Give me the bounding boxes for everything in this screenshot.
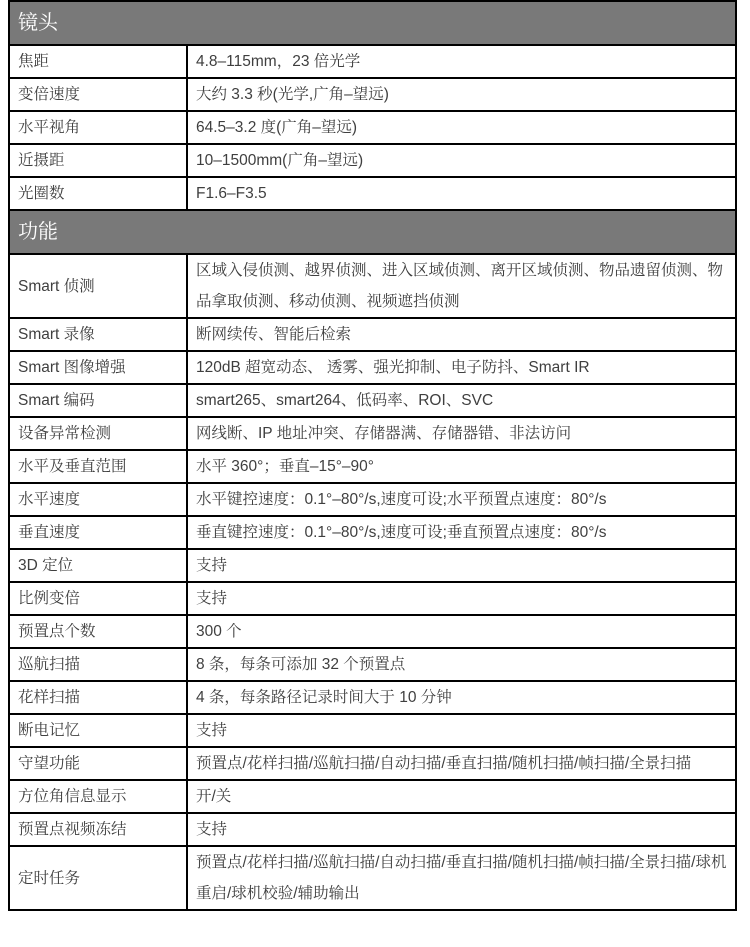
- section-title: 镜头: [9, 1, 736, 45]
- table-row: [9, 582, 736, 615]
- spec-label: 比例变倍: [9, 582, 187, 615]
- table-row: [9, 780, 736, 813]
- spec-label: Smart 编码: [9, 384, 187, 417]
- table-row: [9, 846, 736, 910]
- spec-value: 支持: [187, 714, 736, 747]
- spec-value: 120dB 超宽动态、 透雾、强光抑制、电子防抖、Smart IR: [187, 351, 736, 384]
- spec-label: 断电记忆: [9, 714, 187, 747]
- spec-label: 光圈数: [9, 177, 187, 210]
- spec-value: 10–1500mm(广角–望远): [187, 144, 736, 177]
- spec-table: [8, 0, 737, 911]
- table-row: [9, 681, 736, 714]
- spec-value: 支持: [187, 582, 736, 615]
- spec-value: 4.8–115mm，23 倍光学: [187, 45, 736, 78]
- spec-value: 水平 360°；垂直–15°–90°: [187, 450, 736, 483]
- spec-label: 预置点个数: [9, 615, 187, 648]
- spec-label: 水平速度: [9, 483, 187, 516]
- table-row: [9, 254, 736, 318]
- spec-label: 方位角信息显示: [9, 780, 187, 813]
- spec-label: 巡航扫描: [9, 648, 187, 681]
- spec-label: 守望功能: [9, 747, 187, 780]
- spec-value: 4 条，每条路径记录时间大于 10 分钟: [187, 681, 736, 714]
- table-row: [9, 144, 736, 177]
- table-row: [9, 714, 736, 747]
- table-row: [9, 417, 736, 450]
- table-row: [9, 351, 736, 384]
- spec-value: 垂直键控速度：0.1°–80°/s,速度可设;垂直预置点速度：80°/s: [187, 516, 736, 549]
- spec-label: 水平视角: [9, 111, 187, 144]
- table-row: [9, 450, 736, 483]
- table-row: [9, 45, 736, 78]
- table-row: [9, 78, 736, 111]
- table-row: [9, 384, 736, 417]
- spec-label: Smart 录像: [9, 318, 187, 351]
- spec-label: Smart 图像增强: [9, 351, 187, 384]
- spec-label: 垂直速度: [9, 516, 187, 549]
- spec-value: F1.6–F3.5: [187, 177, 736, 210]
- spec-label: 水平及垂直范围: [9, 450, 187, 483]
- spec-value: 预置点/花样扫描/巡航扫描/自动扫描/垂直扫描/随机扫描/帧扫描/全景扫描: [187, 747, 736, 780]
- spec-value: 支持: [187, 813, 736, 846]
- spec-value: smart265、smart264、低码率、ROI、SVC: [187, 384, 736, 417]
- spec-label: 变倍速度: [9, 78, 187, 111]
- spec-value: 水平键控速度：0.1°–80°/s,速度可设;水平预置点速度：80°/s: [187, 483, 736, 516]
- spec-value: 300 个: [187, 615, 736, 648]
- table-row: [9, 615, 736, 648]
- spec-value: 大约 3.3 秒(光学,广角–望远): [187, 78, 736, 111]
- table-row: [9, 813, 736, 846]
- spec-value: 支持: [187, 549, 736, 582]
- section-title: 功能: [9, 210, 736, 254]
- section-header-row: [9, 210, 736, 254]
- table-row: [9, 747, 736, 780]
- table-row: [9, 516, 736, 549]
- spec-label: 预置点视频冻结: [9, 813, 187, 846]
- table-row: [9, 648, 736, 681]
- spec-value: 64.5–3.2 度(广角–望远): [187, 111, 736, 144]
- spec-label: 定时任务: [9, 846, 187, 910]
- table-row: [9, 111, 736, 144]
- spec-value: 网线断、IP 地址冲突、存储器满、存储器错、非法访问: [187, 417, 736, 450]
- spec-value: 区域入侵侦测、越界侦测、进入区域侦测、离开区域侦测、物品遗留侦测、物品拿取侦测、移动侦测、视频遮挡侦测: [187, 254, 736, 318]
- spec-value: 开/关: [187, 780, 736, 813]
- spec-label: Smart 侦测: [9, 254, 187, 318]
- table-row: [9, 549, 736, 582]
- section-header-row: [9, 1, 736, 45]
- table-row: [9, 318, 736, 351]
- table-row: [9, 483, 736, 516]
- spec-label: 近摄距: [9, 144, 187, 177]
- spec-label: 焦距: [9, 45, 187, 78]
- spec-label: 3D 定位: [9, 549, 187, 582]
- spec-value: 断网续传、智能后检索: [187, 318, 736, 351]
- table-row: [9, 177, 736, 210]
- spec-label: 设备异常检测: [9, 417, 187, 450]
- spec-label: 花样扫描: [9, 681, 187, 714]
- spec-value: 8 条，每条可添加 32 个预置点: [187, 648, 736, 681]
- spec-value: 预置点/花样扫描/巡航扫描/自动扫描/垂直扫描/随机扫描/帧扫描/全景扫描/球机重启/球机校验/辅助输出: [187, 846, 736, 910]
